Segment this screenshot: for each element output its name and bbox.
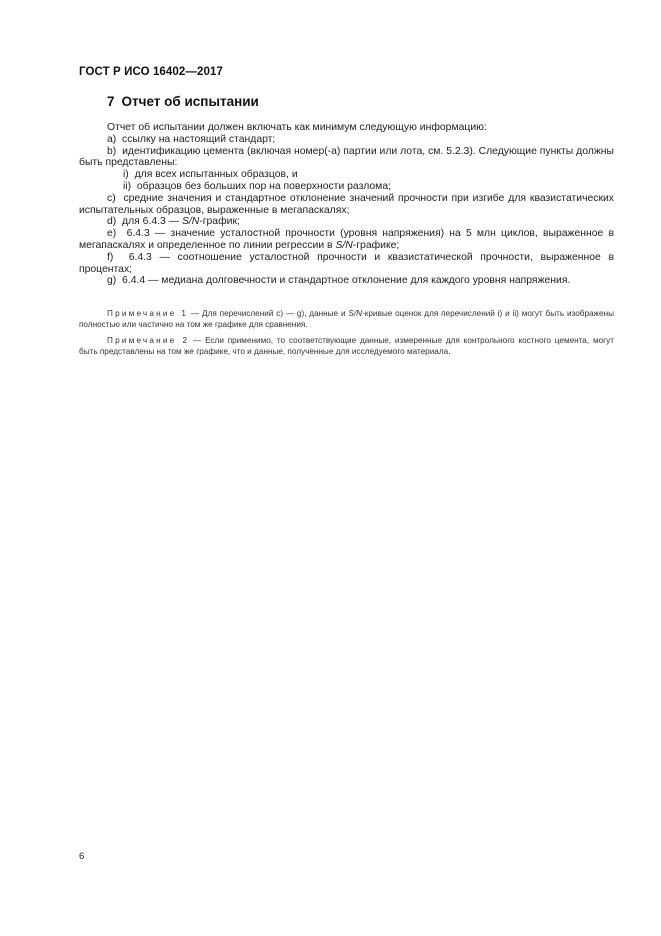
list-item-b-i	[79, 169, 614, 181]
note-label: Примечание 1	[107, 309, 189, 318]
list-item-b	[79, 146, 614, 170]
item-text-italic: S/N	[181, 216, 200, 228]
standard-header: ГОСТ Р ИСО 16402—2017	[79, 66, 224, 78]
list-item-a	[79, 134, 614, 146]
page-number: 6	[79, 851, 85, 862]
notes-block	[79, 309, 614, 363]
list-item-c	[79, 193, 614, 217]
note-text-italic: S/N	[348, 309, 363, 318]
note-2	[79, 336, 614, 357]
section-heading	[107, 94, 259, 109]
list-item-d	[79, 216, 614, 228]
list-item-g	[79, 275, 614, 287]
item-label: a)	[107, 133, 117, 145]
list-item-f	[79, 252, 614, 276]
item-label: b)	[107, 145, 117, 157]
item-text-post: -графике;	[352, 239, 400, 251]
item-text-pre: для 6.4.3 —	[122, 216, 182, 228]
item-text: 6.4.3 — соотношение усталостной прочности и квазистатической прочности, выраженное в процентах;	[79, 251, 614, 275]
item-label: ii)	[123, 180, 132, 192]
item-text: образцов без больших пор на поверхности разлома;	[136, 180, 391, 192]
item-label: e)	[107, 228, 117, 240]
item-text-pre: 6.4.3 — значение усталостной прочности (уровня напряжения) на 5 млн циклов, выраженное в мегапаскалях и определенное по линии регрессии в	[79, 228, 614, 251]
item-label: g)	[107, 275, 117, 287]
item-text: 6.4.4 — медиана долговечности и стандартное отклонение для каждого уровня напряжения.	[122, 275, 571, 287]
item-label: d)	[107, 216, 117, 228]
section-title: Отчет об испытании	[121, 94, 259, 109]
item-label: i)	[123, 169, 129, 181]
note-text: — Если применимо, то соответствующие данные, измеренные для контрольного костного цемента, могут быть представлены на том же графике, что и данные, полученные для исследуемого материала.	[79, 336, 614, 356]
section-body	[79, 122, 614, 287]
item-text: средние значения и стандартное отклонение значений прочности при изгибе для квазистатических испытательных образцов, выраженные в мегапаскалях;	[79, 192, 614, 216]
note-1	[79, 309, 614, 330]
list-item-e	[79, 228, 614, 252]
list-item-b-ii	[79, 181, 614, 193]
note-text-post: -кривые оценок для перечислений i) и ii) могут быть изображены полностью или частично на том же графике для сравнения.	[79, 309, 614, 329]
item-text-italic: S/N	[335, 239, 353, 251]
note-text-pre: — Для перечислений c) — g), данные и	[188, 309, 349, 318]
item-label: f)	[107, 251, 114, 263]
intro-paragraph: Отчет об испытании должен включать как минимум следующую информацию:	[107, 122, 487, 133]
item-text: ссылку на настоящий стандарт;	[122, 133, 276, 145]
item-label: c)	[107, 192, 116, 204]
item-text: идентификацию цемента (включая номер(-а) партии или лота, см. 5.2.3). Следующие пункты должны быть представлены:	[79, 145, 614, 169]
item-text: для всех испытанных образцов, и	[134, 169, 298, 181]
note-label: Примечание 2	[107, 336, 190, 346]
item-text-post: -график;	[199, 216, 240, 228]
section-number: 7	[107, 94, 115, 109]
